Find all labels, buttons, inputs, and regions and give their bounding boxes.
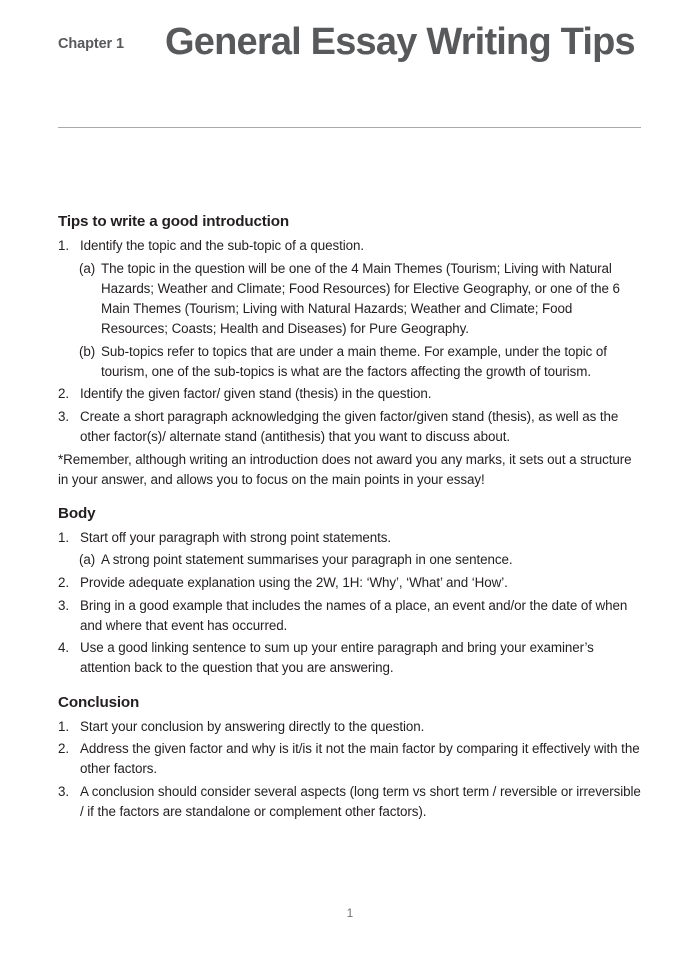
list-item: [58, 638, 642, 678]
list-item: [58, 782, 642, 822]
list-item: [58, 236, 642, 256]
section-heading-conclusion: Conclusion: [58, 693, 140, 711]
list-marker: 1.: [58, 238, 70, 253]
list-item-text: Start off your paragraph with strong point statements.: [80, 529, 392, 545]
list-item-text: Sub-topics refer to topics that are under a main theme. For example, under the topic of tourism, one of the sub-topics is what are the factors affecting the growth of tourism.: [101, 343, 607, 379]
list-marker: 2.: [58, 741, 70, 757]
section-introduction: [58, 212, 642, 490]
list-marker: (b): [79, 343, 96, 359]
list-item-text: A conclusion should consider several aspects (long term vs short term / reversible or irreversible / if the factors are standalone or complement other factors).: [80, 783, 641, 820]
section-heading-body: Body: [58, 504, 96, 522]
list-item-text: Start your conclusion by answering directly to the question.: [80, 718, 425, 734]
list-item: [58, 528, 642, 548]
list-item: [58, 596, 642, 636]
list-item: [58, 717, 642, 737]
list-marker: 4.: [58, 640, 70, 656]
list-item: [58, 573, 642, 593]
list-item-text: Create a short paragraph acknowledging the given factor/given stand (thesis), as well as the other factor(s)/ alternate stand (antithesis) that you want to discuss about.: [80, 408, 619, 444]
list-marker: 3.: [58, 597, 70, 613]
list-item: [58, 407, 642, 447]
header-divider: [58, 127, 641, 128]
chapter-header: [58, 21, 641, 88]
list-marker: (a): [79, 260, 96, 276]
list-marker: 1.: [58, 718, 70, 734]
list-item-text: The topic in the question will be one of the 4 Main Themes (Tourism; Living with Natural Hazards; Weather and Climate; Food Resources) for Elective Geography, or one of the 6 Main Themes (Tourism; Living with Natural Hazards; Weather and Climate; Food Resources; Coasts; Health and Diseases) for Pure Geography.: [101, 260, 620, 336]
list-item: [58, 342, 642, 382]
section-heading-introduction: Tips to write a good introduction: [58, 213, 290, 230]
list-item: [58, 550, 642, 570]
list-item-text: Use a good linking sentence to sum up your entire paragraph and bring your examiner’s attention back to the question that you are answering.: [80, 640, 594, 676]
list-item-text: Identify the given factor/ given stand (thesis) in the question.: [80, 386, 432, 402]
list-item-text: Bring in a good example that includes the names of a place, an event and/or the date of when and where that event has occurred.: [80, 597, 628, 633]
list-marker: (a): [79, 552, 96, 568]
list-item-text: Identify the topic and the sub-topic of a question.: [80, 238, 365, 253]
document-content: [58, 212, 642, 825]
section-body: [58, 504, 642, 679]
section-conclusion: [58, 693, 642, 823]
list-item: [58, 384, 642, 404]
list-item-text: Provide adequate explanation using the 2W, 1H: ‘Why’, ‘What’ and ‘How’.: [80, 575, 508, 591]
list-item-text: Address the given factor and why is it/is it not the main factor by comparing it effectively with the other factors.: [80, 741, 640, 777]
page-number: 1: [346, 908, 354, 920]
list-marker: 3.: [58, 783, 70, 799]
list-item: [58, 259, 642, 339]
remember-note: *Remember, although writing an introduction does not award you any marks, it sets out a structure in your answer, and allows you to focus on the main points in your essay!: [58, 451, 632, 487]
list-marker: 2.: [58, 575, 70, 591]
list-item: [58, 739, 642, 779]
list-marker: 3.: [58, 408, 70, 424]
list-marker: 2.: [58, 386, 70, 402]
list-item-text: A strong point statement summarises your paragraph in one sentence.: [101, 552, 513, 568]
list-marker: 1.: [58, 529, 70, 545]
chapter-label: Chapter 1: [58, 36, 124, 52]
page-title: General Essay Writing Tips: [165, 21, 635, 63]
